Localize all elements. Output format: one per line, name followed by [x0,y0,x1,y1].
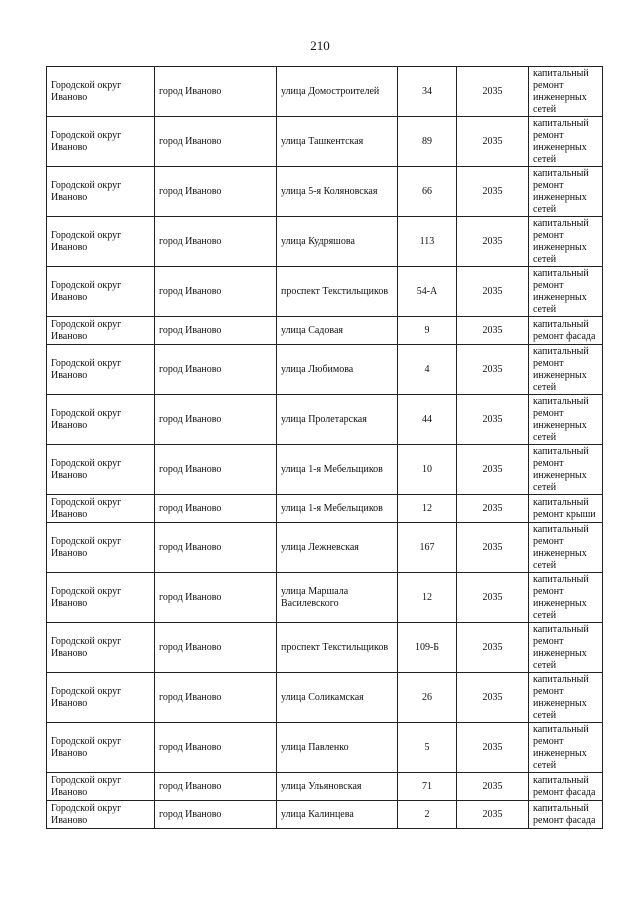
work-type-cell: капитальный ремонт инженерных сетей [529,673,603,723]
work-type-cell: капитальный ремонт инженерных сетей [529,117,603,167]
region-cell: Городской округ Иваново [47,345,155,395]
street-cell: улица Пролетарская [277,395,398,445]
year-cell: 2035 [457,573,529,623]
work-type-cell: капитальный ремонт инженерных сетей [529,267,603,317]
street-cell: улица Соликамская [277,673,398,723]
house-number-cell: 71 [398,773,457,801]
year-cell: 2035 [457,673,529,723]
year-cell: 2035 [457,395,529,445]
street-cell: улица 5-я Коляновская [277,167,398,217]
work-type-cell: капитальный ремонт фасада [529,317,603,345]
city-cell: город Иваново [155,445,277,495]
street-cell: улица Маршала Василевского [277,573,398,623]
region-cell: Городской округ Иваново [47,217,155,267]
house-number-cell: 2 [398,801,457,829]
house-number-cell: 109-Б [398,623,457,673]
year-cell: 2035 [457,723,529,773]
city-cell: город Иваново [155,673,277,723]
street-cell: улица Ташкентская [277,117,398,167]
work-type-cell: капитальный ремонт крыши [529,495,603,523]
city-cell: город Иваново [155,67,277,117]
house-number-cell: 113 [398,217,457,267]
region-cell: Городской округ Иваново [47,573,155,623]
table-row [47,723,603,773]
city-cell: город Иваново [155,801,277,829]
work-type-cell: капитальный ремонт инженерных сетей [529,623,603,673]
work-type-cell: капитальный ремонт фасада [529,773,603,801]
region-cell: Городской округ Иваново [47,723,155,773]
work-type-cell: капитальный ремонт инженерных сетей [529,67,603,117]
house-number-cell: 167 [398,523,457,573]
work-type-cell: капитальный ремонт инженерных сетей [529,345,603,395]
city-cell: город Иваново [155,117,277,167]
table-row [47,267,603,317]
city-cell: город Иваново [155,395,277,445]
city-cell: город Иваново [155,267,277,317]
street-cell: проспект Текстильщиков [277,623,398,673]
work-type-cell: капитальный ремонт инженерных сетей [529,395,603,445]
street-cell: улица Садовая [277,317,398,345]
house-number-cell: 12 [398,495,457,523]
region-cell: Городской округ Иваново [47,317,155,345]
table-row [47,573,603,623]
house-number-cell: 4 [398,345,457,395]
house-number-cell: 44 [398,395,457,445]
city-cell: город Иваново [155,523,277,573]
year-cell: 2035 [457,117,529,167]
work-type-cell: капитальный ремонт инженерных сетей [529,523,603,573]
table-row [47,623,603,673]
table-row [47,345,603,395]
table-row [47,523,603,573]
region-cell: Городской округ Иваново [47,773,155,801]
city-cell: город Иваново [155,773,277,801]
year-cell: 2035 [457,623,529,673]
street-cell: улица 1-я Мебельщиков [277,445,398,495]
city-cell: город Иваново [155,623,277,673]
house-number-cell: 9 [398,317,457,345]
year-cell: 2035 [457,773,529,801]
street-cell: улица Лежневская [277,523,398,573]
year-cell: 2035 [457,317,529,345]
city-cell: город Иваново [155,217,277,267]
region-cell: Городской округ Иваново [47,395,155,445]
year-cell: 2035 [457,523,529,573]
year-cell: 2035 [457,67,529,117]
region-cell: Городской округ Иваново [47,117,155,167]
work-type-cell: капитальный ремонт инженерных сетей [529,573,603,623]
table-row [47,67,603,117]
year-cell: 2035 [457,217,529,267]
city-cell: город Иваново [155,495,277,523]
work-type-cell: капитальный ремонт инженерных сетей [529,445,603,495]
region-cell: Городской округ Иваново [47,67,155,117]
page-number: 210 [310,38,330,53]
table-row [47,773,603,801]
house-number-cell: 26 [398,673,457,723]
table-row [47,395,603,445]
year-cell: 2035 [457,267,529,317]
region-cell: Городской округ Иваново [47,167,155,217]
year-cell: 2035 [457,801,529,829]
city-cell: город Иваново [155,317,277,345]
city-cell: город Иваново [155,723,277,773]
records-body [47,67,603,829]
street-cell: улица Домостроителей [277,67,398,117]
work-type-cell: капитальный ремонт фасада [529,801,603,829]
table-row [47,445,603,495]
region-cell: Городской округ Иваново [47,495,155,523]
house-number-cell: 12 [398,573,457,623]
region-cell: Городской округ Иваново [47,523,155,573]
region-cell: Городской округ Иваново [47,445,155,495]
region-cell: Городской округ Иваново [47,801,155,829]
table-row [47,167,603,217]
city-cell: город Иваново [155,167,277,217]
year-cell: 2035 [457,445,529,495]
table-row [47,673,603,723]
region-cell: Городской округ Иваново [47,623,155,673]
table-row [47,495,603,523]
street-cell: улица Любимова [277,345,398,395]
work-type-cell: капитальный ремонт инженерных сетей [529,217,603,267]
year-cell: 2035 [457,345,529,395]
records-table [46,66,603,829]
table-row [47,117,603,167]
year-cell: 2035 [457,495,529,523]
region-cell: Городской округ Иваново [47,673,155,723]
house-number-cell: 89 [398,117,457,167]
house-number-cell: 34 [398,67,457,117]
work-type-cell: капитальный ремонт инженерных сетей [529,167,603,217]
house-number-cell: 10 [398,445,457,495]
street-cell: проспект Текстильщиков [277,267,398,317]
house-number-cell: 54-А [398,267,457,317]
table-row [47,217,603,267]
house-number-cell: 5 [398,723,457,773]
house-number-cell: 66 [398,167,457,217]
table-row [47,317,603,345]
work-type-cell: капитальный ремонт инженерных сетей [529,723,603,773]
year-cell: 2035 [457,167,529,217]
table-row [47,801,603,829]
region-cell: Городской округ Иваново [47,267,155,317]
city-cell: город Иваново [155,573,277,623]
street-cell: улица Кудряшова [277,217,398,267]
street-cell: улица 1-я Мебельщиков [277,495,398,523]
city-cell: город Иваново [155,345,277,395]
street-cell: улица Павленко [277,723,398,773]
street-cell: улица Калинцева [277,801,398,829]
street-cell: улица Ульяновская [277,773,398,801]
